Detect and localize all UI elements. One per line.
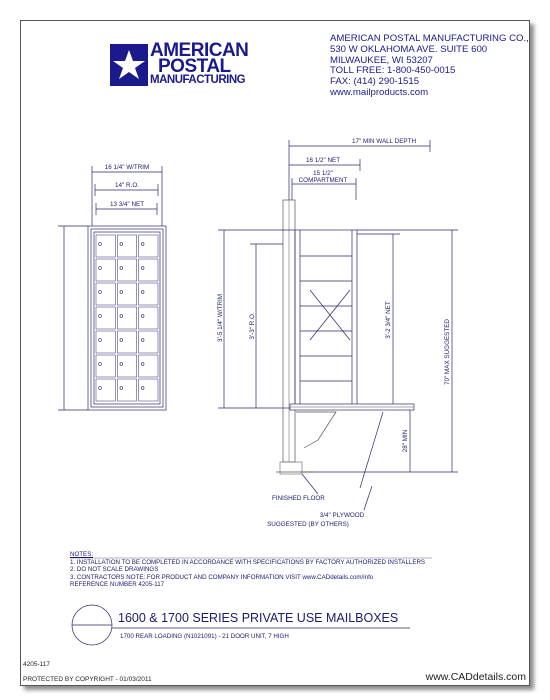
logo-line-2: POSTAL <box>158 56 231 77</box>
logo-mark <box>110 44 148 86</box>
note-item: 1. INSTALLATION TO BE COMPLETED IN ACCORDANCE WITH SPECIFICATIONS BY FACTORY AUTHORIZED INSTALLERS <box>70 558 426 566</box>
door-lock-icon <box>120 315 123 318</box>
drawing-subtitle: 1700 REAR LOADING (N1021091) - 21 DOOR UNIT, 7 HIGH <box>120 633 289 640</box>
mailbox-door <box>96 355 115 377</box>
door-lock-icon <box>141 315 144 318</box>
mailbox-door <box>139 307 158 329</box>
door-lock-icon <box>120 291 123 294</box>
mailbox-door <box>139 259 158 281</box>
door-lock-icon <box>120 363 123 366</box>
dim-height-net-label: 3'-2 3/4" NET <box>385 301 392 339</box>
logo-line-3: MANUFACTURING <box>150 74 246 86</box>
dim-min-label: 28" MIN <box>402 429 409 453</box>
mailbox-door <box>117 235 136 257</box>
mailbox-door <box>117 283 136 305</box>
door-lock-icon <box>141 291 144 294</box>
company-address <box>330 34 529 99</box>
door-lock-icon <box>120 243 123 246</box>
mailbox-door <box>96 235 115 257</box>
dim-max-label: 70" MAX SUGGESTED <box>444 319 451 385</box>
door-lock-icon <box>99 339 102 342</box>
dim-net-label: 13 3/4" NET <box>109 201 145 208</box>
note-item: 3. CONTRACTORS NOTE: FOR PRODUCT AND COMPANY INFORMATION VISIT www.CADdetails.com/info <box>70 573 374 581</box>
door-lock-icon <box>141 387 144 390</box>
mailbox-door <box>139 283 158 305</box>
plywood-suggested-label: SUGGESTED (BY OTHERS) <box>267 521 349 528</box>
mailbox-door <box>117 331 136 353</box>
door-lock-icon <box>99 387 102 390</box>
drawing-title: 1600 & 1700 SERIES PRIVATE USE MAILBOXES <box>118 611 399 625</box>
address-line: AMERICAN POSTAL MANUFACTURING CO., <box>330 33 529 44</box>
door-lock-icon <box>120 387 123 390</box>
door-lock-icon <box>99 315 102 318</box>
door-lock-icon <box>141 363 144 366</box>
mailbox-door <box>139 331 158 353</box>
mailbox-door <box>96 259 115 281</box>
mailbox-door <box>96 331 115 353</box>
note-item: 2. DO NOT SCALE DRAWINGS <box>70 566 159 574</box>
note-item: REFERENCE NUMBER 4205-117 <box>70 581 165 589</box>
address-line: MILWAUKEE, WI 53207 <box>330 54 433 66</box>
mailbox-door <box>139 235 158 257</box>
plywood-label: 3/4" PLYWOOD <box>319 512 365 519</box>
mailbox-door <box>96 283 115 305</box>
mailbox-door <box>96 379 115 401</box>
door-lock-icon <box>99 291 102 294</box>
notes-title: NOTES: <box>70 551 94 558</box>
mailbox-door <box>117 379 136 401</box>
mailbox-door <box>96 307 115 329</box>
dim-trim-label: 16 1/4" W/TRIM <box>104 164 150 171</box>
dim-ro-label: 14" R.O. <box>115 182 139 189</box>
mailbox-door <box>117 307 136 329</box>
mailbox-door <box>139 379 158 401</box>
dim-height-trim-label: 3'-5 1/4" W/TRIM <box>217 294 224 342</box>
door-lock-icon <box>141 243 144 246</box>
door-lock-icon <box>120 267 123 270</box>
door-lock-icon <box>99 363 102 366</box>
finished-floor-label: FINISHED FLOOR <box>272 495 325 502</box>
door-lock-icon <box>99 243 102 246</box>
caddetails-link[interactable]: www.CADdetails.com <box>425 671 526 683</box>
door-lock-icon <box>141 339 144 342</box>
mailbox-door <box>117 259 136 281</box>
website-link[interactable]: www.mailproducts.com <box>330 86 429 98</box>
door-lock-icon <box>120 339 123 342</box>
dim-net-depth-label: 16 1/2" NET <box>305 157 341 164</box>
copyright-text: PROTECTED BY COPYRIGHT - 01/03/2011 <box>23 676 152 683</box>
door-lock-icon <box>141 267 144 270</box>
logo-line-1: AMERICAN <box>150 40 249 61</box>
dim-wall-depth-label: 17" MIN WALL DEPTH <box>351 138 417 145</box>
address-line: 530 W OKLAHOMA AVE. SUITE 600 <box>330 43 488 55</box>
notes-block <box>70 551 425 589</box>
fax-line: FAX: (414) 290-1515 <box>330 76 420 88</box>
door-grid <box>96 235 158 401</box>
door-lock-icon <box>99 267 102 270</box>
mailbox-door <box>139 355 158 377</box>
dim-compartment-text: COMPARTMENT <box>298 177 348 184</box>
dim-compartment-label: 15 1/2" <box>313 170 333 177</box>
mailbox-door <box>117 355 136 377</box>
drawing-code: 4205-117 <box>23 661 50 668</box>
dim-height-ro-label: 3'-3" R.O. <box>249 312 256 340</box>
toll-free-line: TOLL FREE: 1-800-450-0015 <box>330 65 456 77</box>
